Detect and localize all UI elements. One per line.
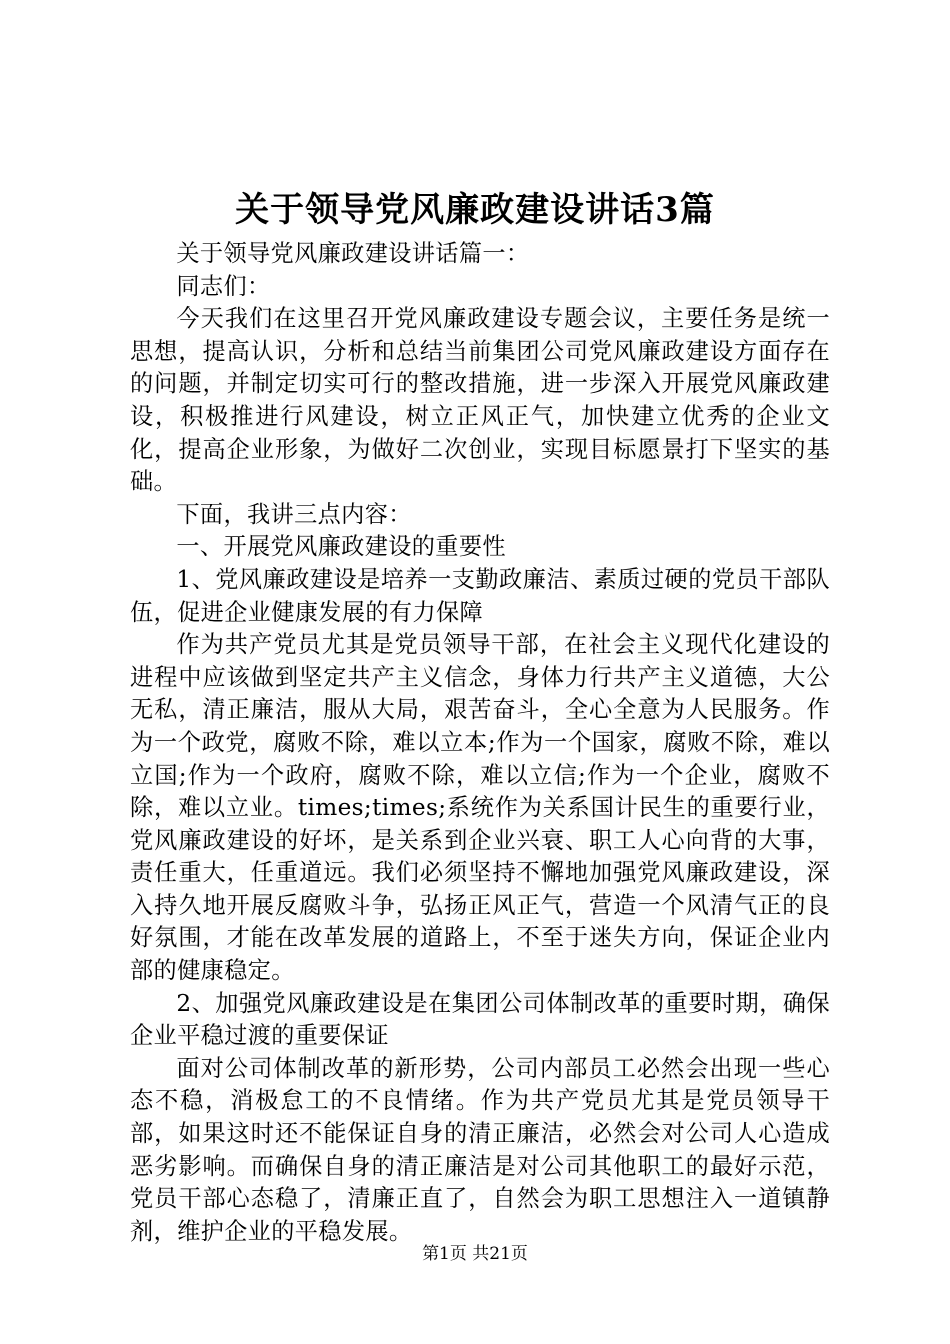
paragraph-outline: 下面，我讲三点内容： (176, 500, 412, 528)
subsection-heading-1: 1、党风廉政建设是培养一支勤政廉洁、素质过硬的党员干部队伍，促进企业健康发展的有力保障 (130, 565, 830, 626)
paragraph-intro: 今天我们在这里召开党风廉政建设专题会议，主要任务是统一思想，提高认识，分析和总结当前集团公司党风廉政建设方面存在的问题，并制定切实可行的整改措施，进一步深入开展党风廉政建设，积极推进行风建设，树立正风正气，加快建立优秀的企业文化，提高企业形象，为做好二次创业，实现目标愿景打下坚实的基础。 (130, 305, 830, 496)
document-body (130, 238, 830, 1248)
paragraph-body-1: 作为共产党员尤其是党员领导干部，在社会主义现代化建设的进程中应该做到坚定共产主义信念，身体力行共产主义道德，大公无私，清正廉洁，服从大局，艰苦奋斗，全心全意为人民服务。作为一个政党，腐败不除，难以立本;作为一个国家，腐败不除，难以立国;作为一个政府，腐败不除，难以立信;作为一个企业，腐败不除，难以立业。times;times;系统作为关系国计民生的重要行业，党风廉政建设的好坏，是关系到企业兴衰、职工人心向背的大事，责任重大，任重道远。我们必须坚持不懈地加强党风廉政建设，深入持久地开展反腐败斗争，弘扬正风正气，营造一个风清气正的良好氛围，才能在改革发展的道路上，不至于迷失方向，保证企业内部的健康稳定。 (130, 631, 830, 985)
paragraph-heading: 关于领导党风廉政建设讲话篇一： (176, 240, 530, 267)
document-title: 关于领导党风廉政建设讲话3篇 (235, 190, 715, 230)
paragraph-body-2: 面对公司体制改革的新形势，公司内部员工必然会出现一些心态不稳，消极怠工的不良情绪。作为共产党员尤其是党员领导干部，如果这时还不能保证自身的清正廉洁，必然会对公司人心造成恶劣影响。而确保自身的清正廉洁是对公司其他职工的最好示范，党员干部心态稳了，清廉正直了，自然会为职工思想注入一道镇静剂，维护企业的平稳发展。 (130, 1054, 830, 1245)
page-number-footer: 第1页 共21页 (422, 1244, 528, 1264)
section-heading-1: 一、开展党风廉政建设的重要性 (176, 533, 506, 561)
paragraph-salutation: 同志们： (176, 272, 271, 300)
subsection-heading-2: 2、加强党风廉政建设是在集团公司体制改革的重要时期，确保企业平稳过渡的重要保证 (130, 989, 830, 1050)
